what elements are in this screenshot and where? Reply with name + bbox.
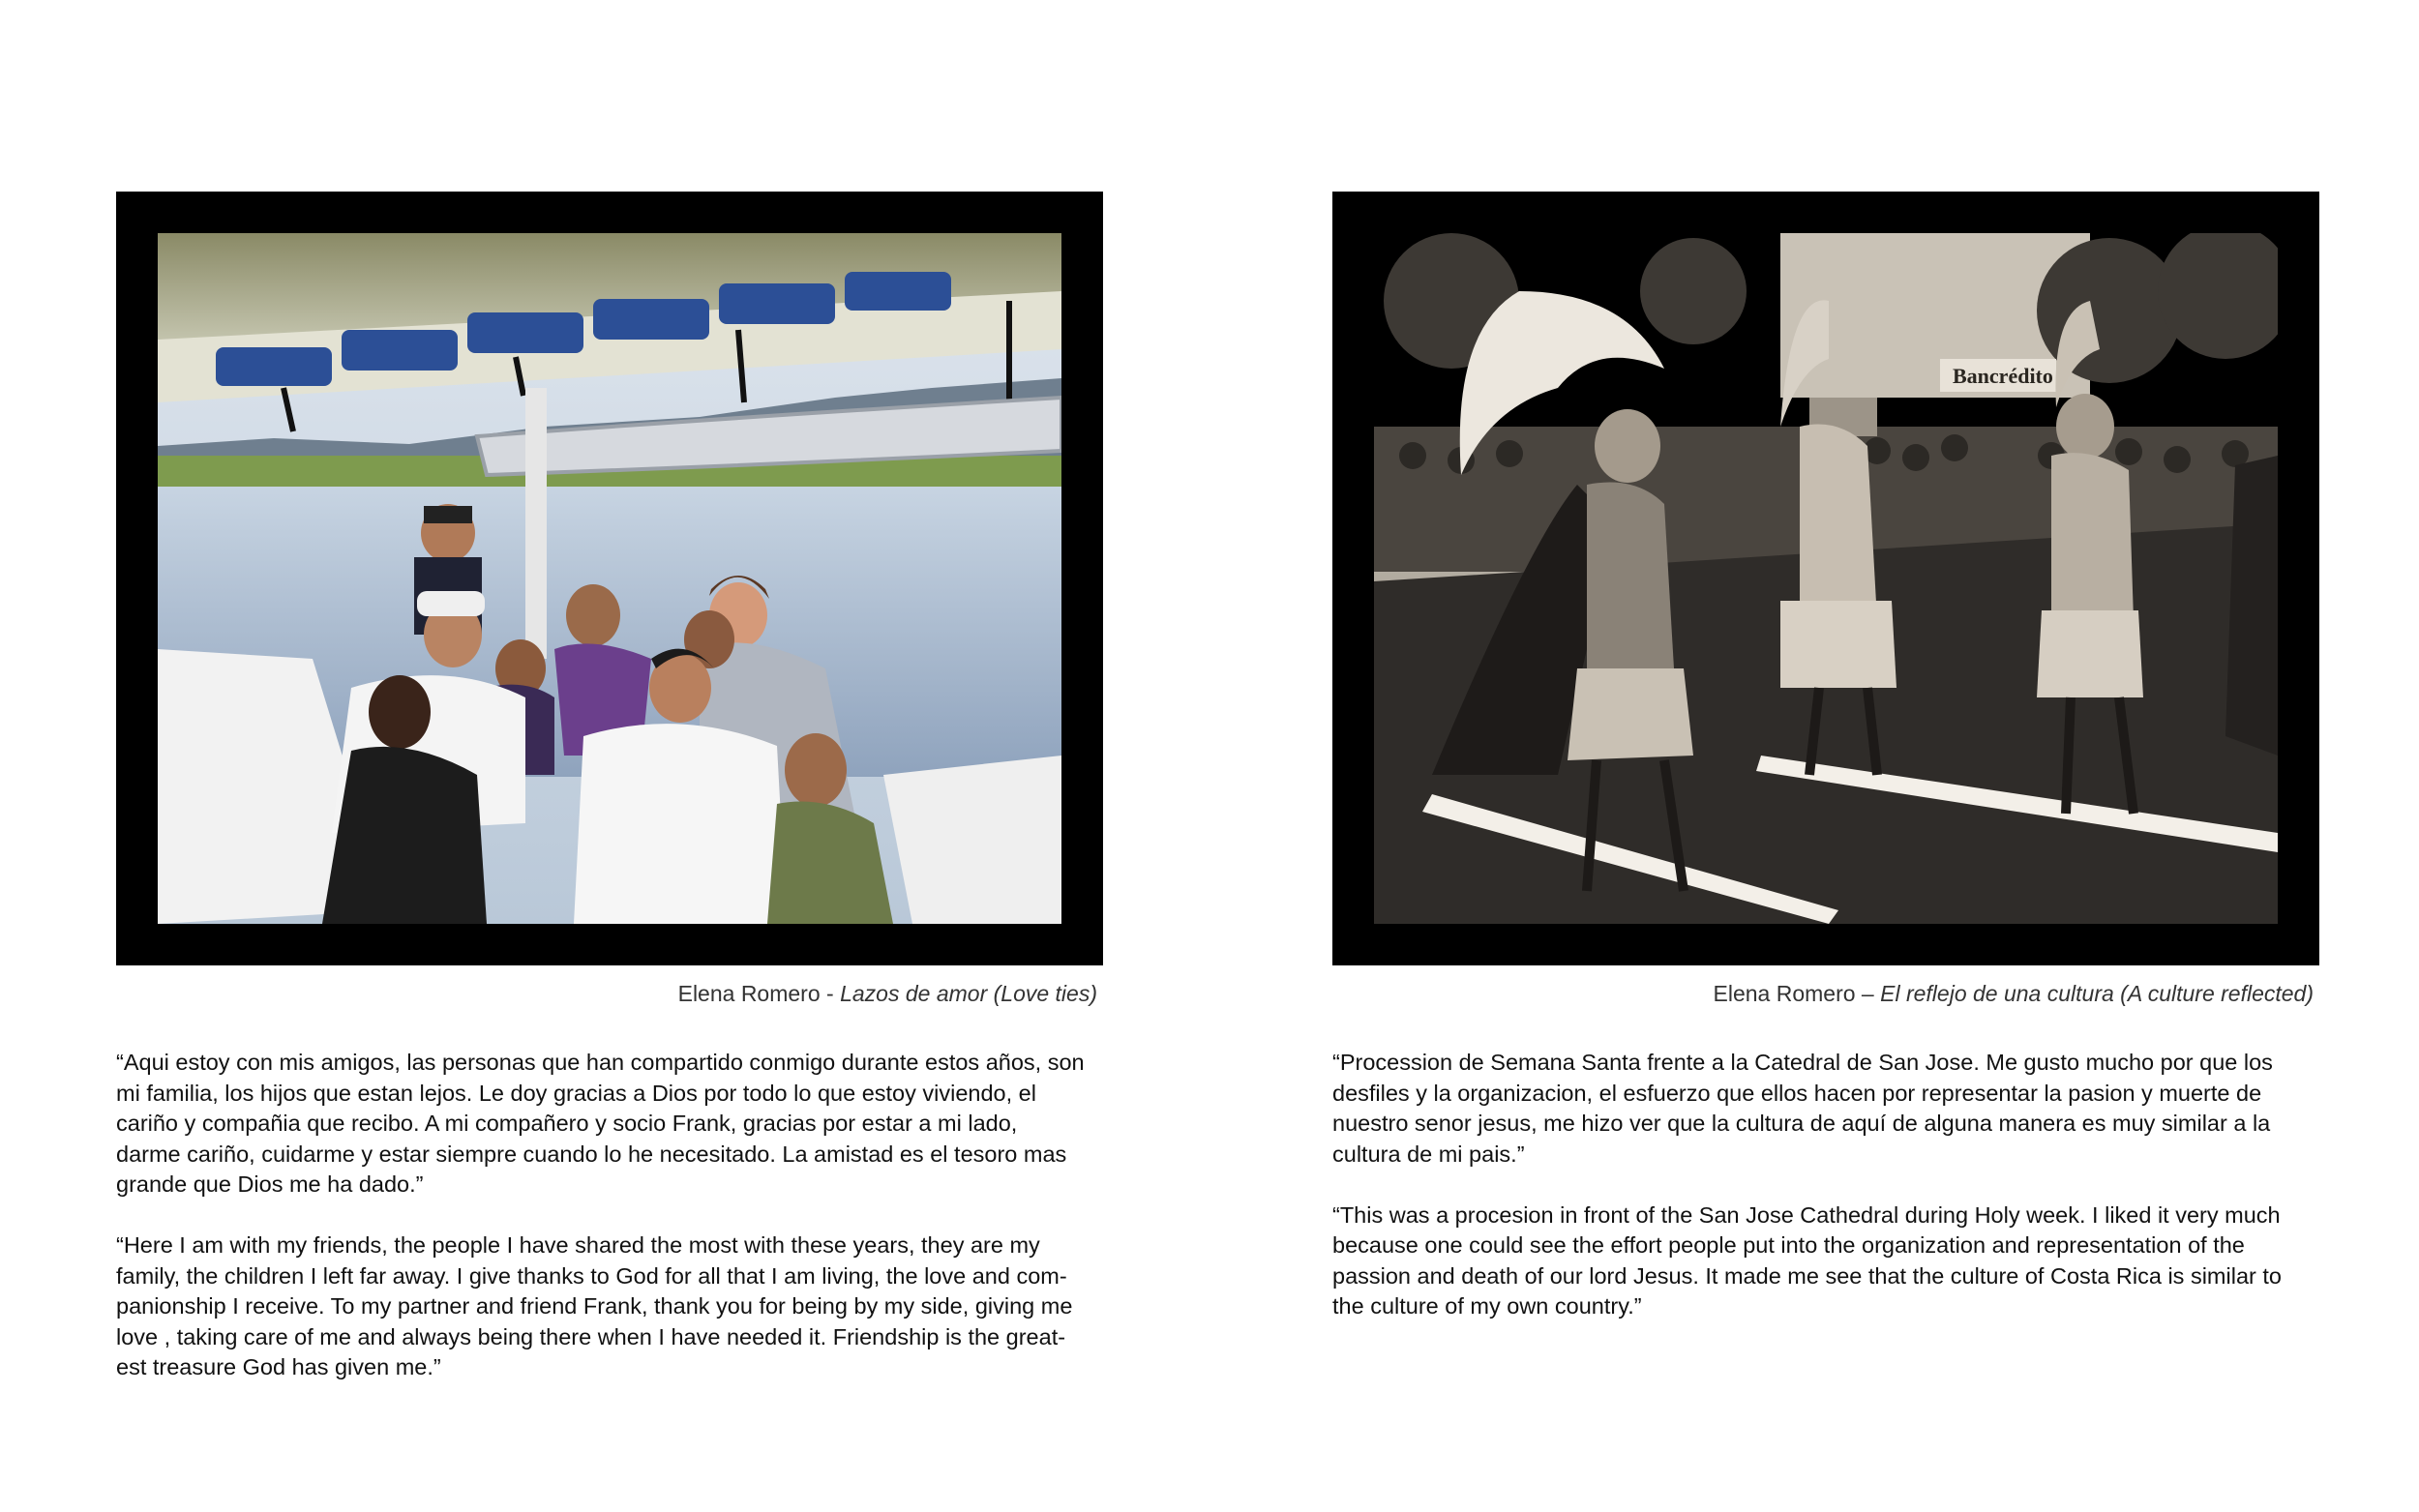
text-line: love , taking care of me and always being there when I have needed it. Friendship is the great- [116,1323,1066,1349]
right-spanish-paragraph [1332,1048,2319,1170]
right-photo-frame [1332,192,2319,965]
procession-image [1374,233,2278,924]
left-spanish-paragraph [116,1048,1103,1201]
text-line: “Aqui estoy con mis amigos, las personas que han compartido conmigo durante estos años, son [116,1050,1085,1075]
left-caption-separator: - [820,981,841,1006]
text-line: grande que Dios me ha dado.” [116,1171,424,1197]
right-body-text [1332,1048,2319,1352]
text-line: mi familia, los hijos que estan lejos. Le doy gracias a Dios por todo lo que estoy viviendo, el [116,1080,1036,1106]
right-caption-author: Elena Romero [1713,981,1856,1006]
text-line: desfiles y la organizacion, el esfuerzo que ellos hacen por representar la pasion y muerte de [1332,1080,2262,1106]
text-line: “Procession de Semana Santa frente a la Catedral de San Jose. Me gusto mucho por que los [1332,1050,2273,1075]
boat-friends-image [158,233,1061,924]
text-line: the culture of my own country.” [1332,1293,1642,1319]
text-line: “This was a procesion in front of the San Jose Cathedral during Holy week. I liked it very much [1332,1201,2281,1228]
right-caption-separator: – [1855,981,1881,1006]
text-line: cultura de mi pais.” [1332,1141,1525,1167]
text-line: family, the children I left far away. I give thanks to God for all that I am living, the love and com- [116,1262,1067,1289]
text-line: cariño y compañia que recibo. A mi compañero y socio Frank, gracias por estar a mi lado, [116,1111,1018,1136]
left-caption-author: Elena Romero [677,981,821,1006]
text-line: est treasure God has given me.” [116,1354,441,1379]
left-english-paragraph [116,1230,1103,1383]
bank-sign-text: Bancrédito [1953,364,2053,388]
text-line: because one could see the effort people put into the organization and representation of the [1332,1232,2245,1258]
text-line: darme cariño, cuidarme y estar siempre cuando lo he necesitado. La amistad es el tesoro mas [116,1141,1067,1167]
text-line: “Here I am with my friends, the people I have shared the most with these years, they are my [116,1232,1040,1258]
right-english-paragraph [1332,1201,2319,1322]
right-photo-procession [1374,233,2278,924]
left-page [116,0,1103,1512]
right-photo-caption [1714,981,2314,1007]
left-photo-boat-friends [158,233,1061,924]
right-caption-title: El reflejo de una cultura (A culture reflected) [1880,981,2314,1006]
right-page [1332,0,2319,1512]
text-line: panionship I receive. To my partner and friend Frank, thank you for being by my side, giving me [116,1293,1073,1319]
text-line: nuestro senor jesus, me hizo ver que la cultura de aquí de alguna manera es muy similar a la [1332,1111,2271,1136]
left-photo-caption [678,981,1097,1007]
left-photo-frame [116,192,1103,965]
left-body-text [116,1048,1103,1413]
left-caption-title: Lazos de amor (Love ties) [840,981,1097,1006]
text-line: passion and death of our lord Jesus. It made me see that the culture of Costa Rica is similar to [1332,1262,2282,1289]
